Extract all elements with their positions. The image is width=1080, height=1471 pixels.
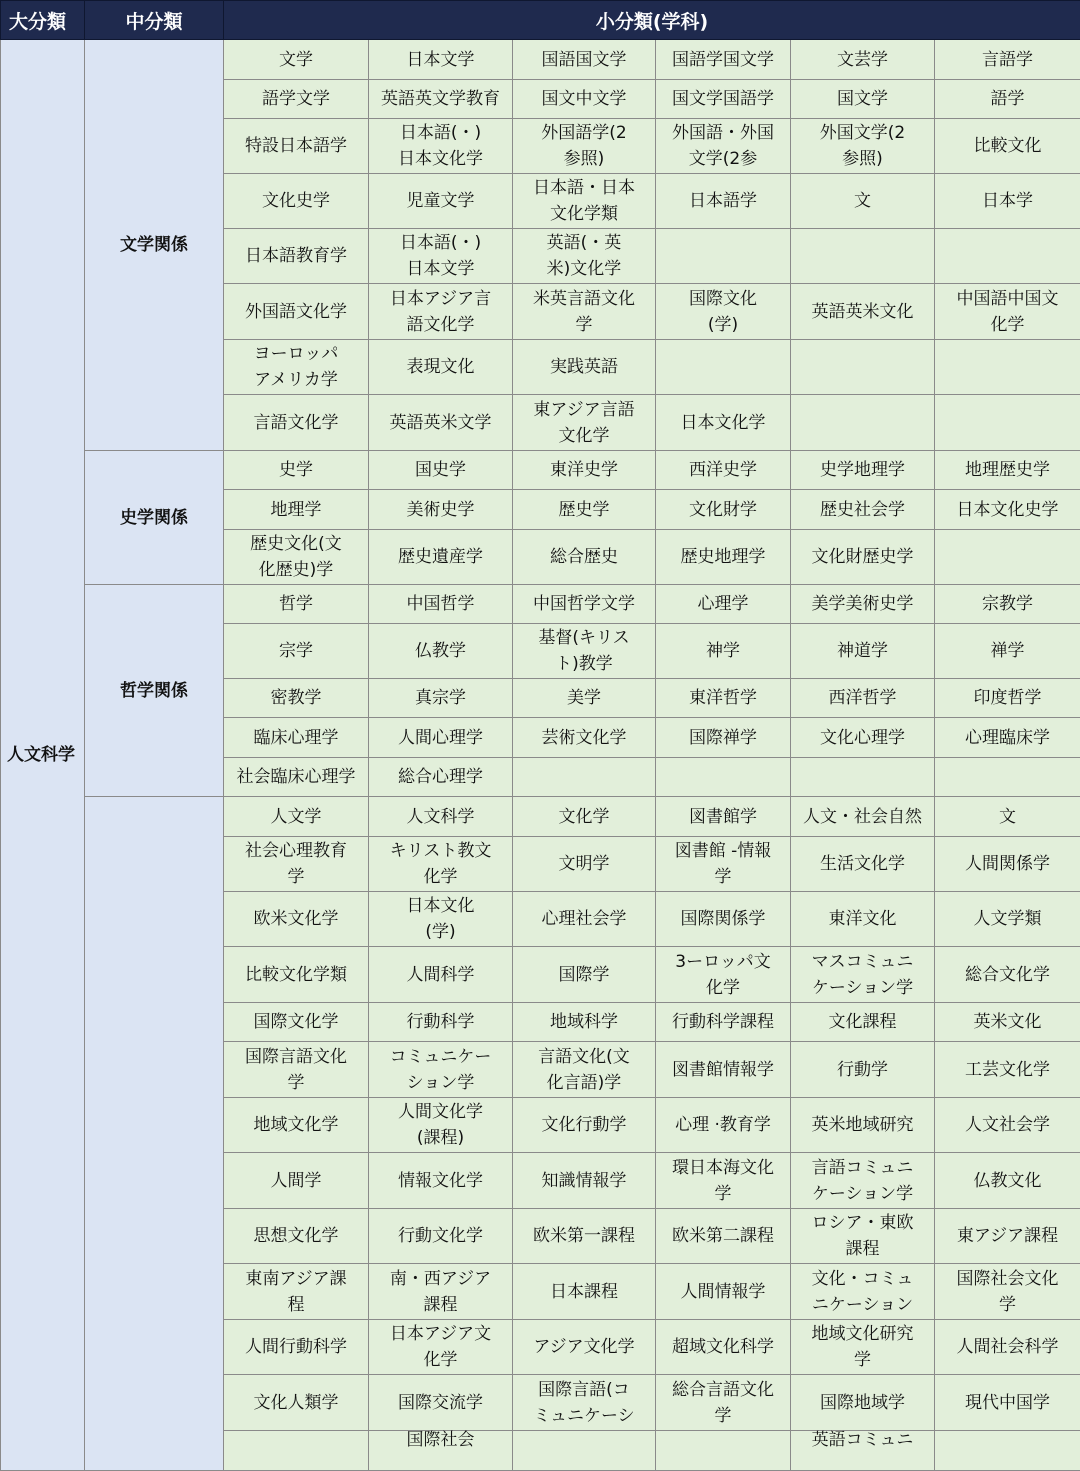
subject-cell: 総合心理学 — [369, 758, 513, 797]
subject-cell: 日本文化 (学) — [369, 892, 513, 947]
subject-cell: 基督(キリス ト)教学 — [513, 624, 656, 679]
subject-cell: 人間文化学 (課程) — [369, 1098, 513, 1153]
subject-cell: 実践英語 — [513, 340, 656, 395]
subject-cell: 語学 — [935, 80, 1080, 119]
subject-cell: 比較文化学類 — [224, 947, 369, 1003]
subject-cell: 情報文化学 — [369, 1153, 513, 1209]
subject-cell: 人文科学 — [369, 797, 513, 837]
subject-cell: 中国哲学文学 — [513, 585, 656, 624]
subject-cell: 英語英米文化 — [791, 284, 935, 340]
subject-cell: 歴史学 — [513, 490, 656, 530]
subject-cell: 心理学 — [656, 585, 791, 624]
subject-cell: 国際社会 — [369, 1431, 513, 1471]
subject-cell: 仏教文化 — [935, 1153, 1080, 1209]
subject-cell: 国際禅学 — [656, 718, 791, 758]
subject-cell: 南・西アジア 課程 — [369, 1264, 513, 1320]
subject-cell: 日本語学 — [656, 174, 791, 229]
subject-cell: 英語(・英 米)文化学 — [513, 229, 656, 284]
subject-cell: 児童文学 — [369, 174, 513, 229]
subject-cell: 外国語・外国 文学(2参 — [656, 119, 791, 174]
table-row — [1, 451, 1080, 490]
subject-cell: コミュニケー ション学 — [369, 1042, 513, 1098]
subject-cell: 東アジア言語 文化学 — [513, 395, 656, 451]
subject-cell: 文化人類学 — [224, 1375, 369, 1431]
subject-cell: 人間関係学 — [935, 837, 1080, 892]
subject-cell: 地理歴史学 — [935, 451, 1080, 490]
subject-cell: 美学美術史学 — [791, 585, 935, 624]
subject-cell: 東洋哲学 — [656, 679, 791, 718]
subject-cell: 真宗学 — [369, 679, 513, 718]
header-minor: 小分類(学科) — [224, 1, 1080, 40]
subject-cell — [935, 758, 1080, 797]
subject-cell: 総合言語文化 学 — [656, 1375, 791, 1431]
subject-cell: 史学地理学 — [791, 451, 935, 490]
subject-cell: 環日本海文化 学 — [656, 1153, 791, 1209]
subject-cell: 禅学 — [935, 624, 1080, 679]
subject-cell: 欧米第一課程 — [513, 1209, 656, 1264]
subject-cell — [224, 1431, 369, 1471]
middle-category-cell: 文学関係 — [85, 40, 224, 451]
subject-cell: 外国語学(2 参照) — [513, 119, 656, 174]
major-category-cell: 人文科学 — [1, 40, 85, 1471]
subject-cell: 総合文化学 — [935, 947, 1080, 1003]
subject-cell: 言語学 — [935, 40, 1080, 80]
subject-cell: 美学 — [513, 679, 656, 718]
subject-cell: 心理社会学 — [513, 892, 656, 947]
subject-cell — [935, 340, 1080, 395]
subject-cell — [791, 229, 935, 284]
subject-cell: 文化課程 — [791, 1003, 935, 1042]
subject-cell: 地域科学 — [513, 1003, 656, 1042]
subject-cell: 宗教学 — [935, 585, 1080, 624]
subject-cell: 宗学 — [224, 624, 369, 679]
subject-cell: 社会臨床心理学 — [224, 758, 369, 797]
subject-cell: 歴史遺産学 — [369, 530, 513, 585]
subject-cell: 人間行動科学 — [224, 1320, 369, 1375]
subject-cell: 国際学 — [513, 947, 656, 1003]
subject-cell — [656, 758, 791, 797]
subject-cell: 行動文化学 — [369, 1209, 513, 1264]
subject-cell: 日本語・日本 文化学類 — [513, 174, 656, 229]
subject-cell: アジア文化学 — [513, 1320, 656, 1375]
subject-cell: 日本課程 — [513, 1264, 656, 1320]
header-major: 大分類 — [1, 1, 85, 40]
subject-cell: 国文学 — [791, 80, 935, 119]
subject-cell — [513, 758, 656, 797]
subject-cell: 欧米第二課程 — [656, 1209, 791, 1264]
subject-cell: 文 — [935, 797, 1080, 837]
middle-category-cell: 哲学関係 — [85, 585, 224, 797]
subject-cell: 日本文化史学 — [935, 490, 1080, 530]
subject-cell: 人文社会学 — [935, 1098, 1080, 1153]
middle-category-cell: 史学関係 — [85, 451, 224, 585]
subject-cell: 史学 — [224, 451, 369, 490]
subject-cell: 仏教学 — [369, 624, 513, 679]
subject-cell: 哲学 — [224, 585, 369, 624]
subject-cell: 心理臨床学 — [935, 718, 1080, 758]
subject-cell: 日本アジア言 語文化学 — [369, 284, 513, 340]
subject-cell: 行動学 — [791, 1042, 935, 1098]
subject-cell: 神道学 — [791, 624, 935, 679]
subject-cell: 文化財学 — [656, 490, 791, 530]
subject-cell: 現代中国学 — [935, 1375, 1080, 1431]
subject-cell: 地域文化学 — [224, 1098, 369, 1153]
subject-cell: 国文学国語学 — [656, 80, 791, 119]
subject-cell: キリスト教文 化学 — [369, 837, 513, 892]
subject-cell: 密教学 — [224, 679, 369, 718]
subject-cell: 知識情報学 — [513, 1153, 656, 1209]
table-row — [1, 40, 1080, 80]
subject-cell: 超域文化科学 — [656, 1320, 791, 1375]
subject-cell: 人文学類 — [935, 892, 1080, 947]
subject-cell: 文化財歴史学 — [791, 530, 935, 585]
subject-cell: 日本語教育学 — [224, 229, 369, 284]
subject-cell: 日本語(・) 日本文学 — [369, 229, 513, 284]
subject-cell: 中国語中国文 化学 — [935, 284, 1080, 340]
subject-cell: 生活文化学 — [791, 837, 935, 892]
middle-category-cell — [85, 797, 224, 1471]
subject-cell: 英米文化 — [935, 1003, 1080, 1042]
subject-cell — [513, 1431, 656, 1471]
subject-cell: 国語国文学 — [513, 40, 656, 80]
subject-cell: 言語コミュニ ケーション学 — [791, 1153, 935, 1209]
subject-cell: 印度哲学 — [935, 679, 1080, 718]
subject-cell: 語学文学 — [224, 80, 369, 119]
subject-cell: 人文学 — [224, 797, 369, 837]
subject-cell — [935, 530, 1080, 585]
subject-cell — [935, 395, 1080, 451]
subject-cell: ロシア・東欧 課程 — [791, 1209, 935, 1264]
subject-cell: 西洋哲学 — [791, 679, 935, 718]
subject-cell: 日本文学 — [369, 40, 513, 80]
subject-cell: 文化心理学 — [791, 718, 935, 758]
subject-cell: 東アジア課程 — [935, 1209, 1080, 1264]
subject-cell: 歴史文化(文 化歴史)学 — [224, 530, 369, 585]
subject-cell: 文化・コミュ ニケーション — [791, 1264, 935, 1320]
subject-cell: 国際言語文化 学 — [224, 1042, 369, 1098]
subject-cell: 国際社会文化 学 — [935, 1264, 1080, 1320]
subject-cell: 3ーロッパ文 化学 — [656, 947, 791, 1003]
subject-cell: 日本アジア文 化学 — [369, 1320, 513, 1375]
subject-cell: 図書館学 — [656, 797, 791, 837]
subject-cell: 外国語文化学 — [224, 284, 369, 340]
subject-cell: 地域文化研究 学 — [791, 1320, 935, 1375]
subject-cell: 文明学 — [513, 837, 656, 892]
subject-cell: ヨーロッパ アメリカ学 — [224, 340, 369, 395]
subject-cell: 美術史学 — [369, 490, 513, 530]
subject-cell: 臨床心理学 — [224, 718, 369, 758]
subject-cell: 図書館情報学 — [656, 1042, 791, 1098]
subject-cell: 社会心理教育 学 — [224, 837, 369, 892]
subject-cell: 言語文化学 — [224, 395, 369, 451]
subject-cell: 人間学 — [224, 1153, 369, 1209]
subject-cell: 表現文化 — [369, 340, 513, 395]
subject-cell: 国史学 — [369, 451, 513, 490]
subject-cell: 国際交流学 — [369, 1375, 513, 1431]
subject-cell: マスコミュニ ケーション学 — [791, 947, 935, 1003]
subject-cell: 英語コミュニ — [791, 1431, 935, 1471]
table-row — [1, 797, 1080, 837]
subject-cell — [791, 758, 935, 797]
subject-cell: 文化史学 — [224, 174, 369, 229]
subject-cell: 日本学 — [935, 174, 1080, 229]
subject-cell: 人間社会科学 — [935, 1320, 1080, 1375]
subject-cell — [791, 340, 935, 395]
subject-cell: 国際地域学 — [791, 1375, 935, 1431]
subject-cell: 中国哲学 — [369, 585, 513, 624]
subject-cell: 外国文学(2 参照) — [791, 119, 935, 174]
header-middle: 中分類 — [85, 1, 224, 40]
subject-cell: 国際関係学 — [656, 892, 791, 947]
header-row — [1, 1, 1080, 40]
subject-cell: 文化学 — [513, 797, 656, 837]
table-body — [1, 40, 1080, 1471]
subject-cell — [656, 1431, 791, 1471]
subject-cell: 歴史地理学 — [656, 530, 791, 585]
subject-cell: 欧米文化学 — [224, 892, 369, 947]
subject-cell: 言語文化(文 化言語)学 — [513, 1042, 656, 1098]
subject-cell: 行動科学 — [369, 1003, 513, 1042]
subject-cell: 国際文化 (学) — [656, 284, 791, 340]
subject-cell: 総合歴史 — [513, 530, 656, 585]
subject-cell: 日本文化学 — [656, 395, 791, 451]
subject-cell: 人間心理学 — [369, 718, 513, 758]
subject-cell: 文 — [791, 174, 935, 229]
subject-cell: 米英言語文化 学 — [513, 284, 656, 340]
subject-cell: 芸術文化学 — [513, 718, 656, 758]
subject-cell: 歴史社会学 — [791, 490, 935, 530]
subject-cell: 東南アジア課 程 — [224, 1264, 369, 1320]
subject-cell: 心理 ·教育学 — [656, 1098, 791, 1153]
subject-cell: 英語英文学教育 — [369, 80, 513, 119]
subject-cell: 英米地域研究 — [791, 1098, 935, 1153]
subject-cell: 行動科学課程 — [656, 1003, 791, 1042]
subject-cell: 工芸文化学 — [935, 1042, 1080, 1098]
subject-cell: 文芸学 — [791, 40, 935, 80]
subject-cell: 人間情報学 — [656, 1264, 791, 1320]
subject-cell: 国際文化学 — [224, 1003, 369, 1042]
subject-cell: 西洋史学 — [656, 451, 791, 490]
subject-cell: 人文・社会自然 — [791, 797, 935, 837]
subject-cell: 図書館 -情報 学 — [656, 837, 791, 892]
subject-cell — [656, 340, 791, 395]
subject-cell: 神学 — [656, 624, 791, 679]
subject-cell: 比較文化 — [935, 119, 1080, 174]
subject-cell: 文学 — [224, 40, 369, 80]
subject-cell — [656, 229, 791, 284]
subject-cell — [791, 395, 935, 451]
subject-cell: 文化行動学 — [513, 1098, 656, 1153]
subject-cell — [935, 229, 1080, 284]
subject-cell: 東洋史学 — [513, 451, 656, 490]
subject-cell: 日本語(・) 日本文化学 — [369, 119, 513, 174]
subject-cell: 東洋文化 — [791, 892, 935, 947]
subject-cell: 英語英米文学 — [369, 395, 513, 451]
subject-cell: 国語学国文学 — [656, 40, 791, 80]
subject-cell: 人間科学 — [369, 947, 513, 1003]
subject-cell: 思想文化学 — [224, 1209, 369, 1264]
table-row — [1, 585, 1080, 624]
subject-cell: 特設日本語学 — [224, 119, 369, 174]
subject-cell — [935, 1431, 1080, 1471]
subject-cell: 国文中文学 — [513, 80, 656, 119]
subject-cell: 国際言語(コ ミュニケーシ — [513, 1375, 656, 1431]
subject-cell: 地理学 — [224, 490, 369, 530]
